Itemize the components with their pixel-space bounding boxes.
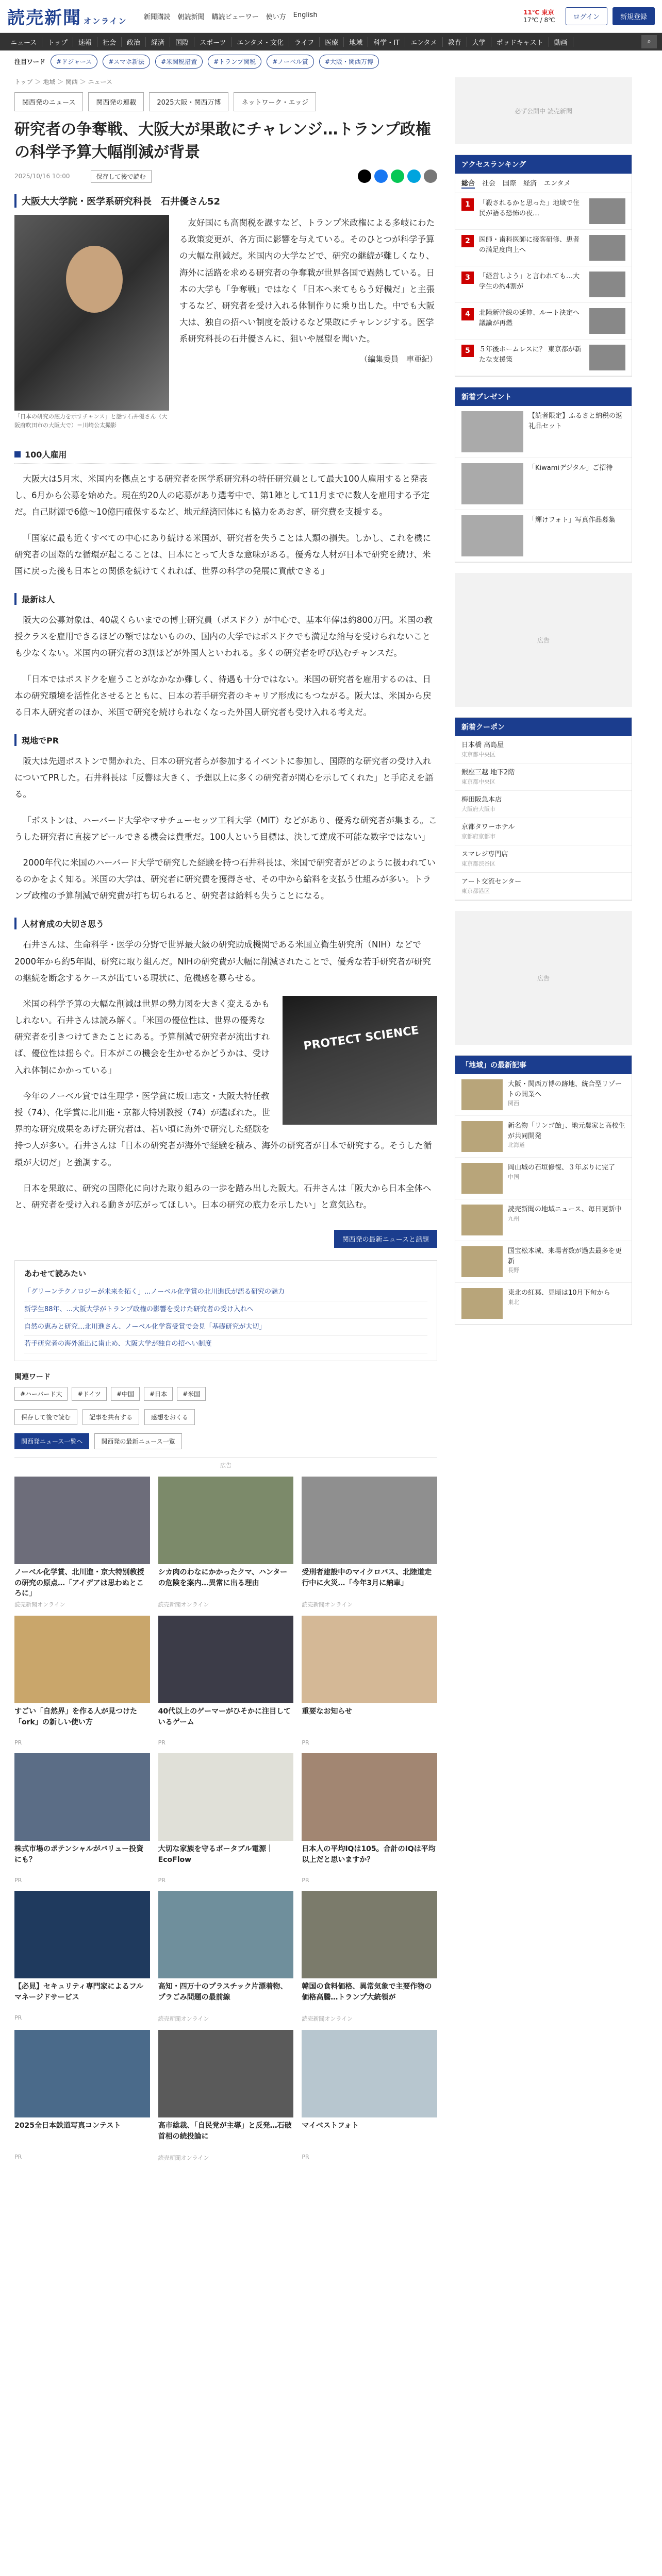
card-image (14, 1616, 150, 1703)
nav-item[interactable]: 政治 (122, 37, 146, 47)
card-image (158, 1477, 294, 1564)
login-button[interactable]: ログイン (566, 7, 607, 25)
keyword-chip[interactable]: #日本 (144, 1387, 173, 1401)
coupon-title: 新着クーポン (455, 718, 632, 736)
breadcrumb[interactable]: トップ ＞ 地域 ＞ 関西 ＞ ニュース (14, 78, 112, 86)
ad-slot[interactable]: 広告 (455, 573, 632, 707)
news-list-button[interactable]: 関西発ニュース一覧へ (14, 1433, 89, 1449)
section-heading: 人材育成の大切さ思う (14, 918, 437, 929)
trend-chip[interactable]: #ドジャース (51, 55, 97, 69)
feedback-button[interactable]: 感想をおくる (144, 1409, 195, 1425)
photo-caption: 「日本の研究の底力を示すチャンス」と話す石井優さん（大阪府吹田市の大阪大で）＝川崎公太撮影 (14, 413, 168, 429)
trend-chip[interactable]: #トランプ関税 (208, 55, 261, 69)
byline: （編集委員 車亜紀） (359, 354, 437, 364)
register-button[interactable]: 新規登録 (613, 7, 655, 25)
ranking-tab[interactable]: 総合 (461, 178, 475, 189)
ad-label: 広告 (14, 1458, 437, 1477)
regional-item[interactable]: 新名物「リンゴ飴」、地元農家と高校生が共同開発 北海道 (455, 1116, 632, 1158)
keyword-chip[interactable]: #ハーバード大 (14, 1387, 68, 1401)
recommend-card[interactable]: 40代以上のゲーマーがひそかに注目しているゲーム PR (158, 1616, 294, 1746)
ranking-thumb (589, 198, 625, 224)
regional-item[interactable]: 大阪・関西万博の跡地、統合型リゾートの開業へ 関西 (455, 1074, 632, 1116)
card-image (14, 1477, 150, 1564)
ranking-item[interactable]: 2 医師・歯科医師に接客研修、患者の満足度向上へ (455, 230, 632, 266)
present-image (461, 515, 523, 556)
ranking-title: アクセスランキング (455, 155, 632, 174)
nav-item[interactable]: 国際 (170, 37, 194, 47)
keyword-chip[interactable]: #米国 (177, 1387, 206, 1401)
article-paragraph: 阪大は先週ボストンで開かれた、日本の研究者らが参加するイベントに参加し、国際的な研究者の受け入れについてPRした。石井科長は「反響は大きく、予想以上に多くの研究者が関心を示してくれた」と手応えを語る。 (14, 756, 434, 800)
weather-range: 17℃ / 8℃ (523, 16, 555, 24)
nav-item[interactable]: スポーツ (194, 37, 231, 47)
section-heading: 最新は人 (14, 593, 437, 605)
nav-item[interactable]: 教育 (443, 37, 467, 47)
recommend-card[interactable]: 高市総裁、「自民党が主導」と反発…石破首相の続投論に 読売新聞オンライン (158, 2030, 294, 2162)
ranking-item[interactable]: 4 北陸新幹線の延伸、ルート決定へ議論が再燃 (455, 303, 632, 340)
card-image (302, 1891, 437, 1978)
link-share-icon[interactable] (424, 170, 437, 183)
category-tag[interactable]: 関西発のニュース (14, 92, 83, 111)
recommend-card[interactable]: ノーベル化学賞、北川進・京大特別教授の研究の原点…「アイデアは思わぬところに」 読売新聞オンライン (14, 1477, 150, 1608)
keyword-chip[interactable]: #ドイツ (72, 1387, 106, 1401)
card-image (158, 2030, 294, 2117)
category-tag[interactable]: ネットワーク・エッジ (234, 92, 316, 111)
protest-figure (283, 996, 437, 1125)
trend-label: 注目ワード (14, 58, 46, 65)
trend-chip[interactable]: #米関税措置 (155, 55, 203, 69)
regional-item[interactable]: 国宝松本城、来場者数が過去最多を更新 長野 (455, 1241, 632, 1283)
coupon-item[interactable]: 銀座三越 地下2階 東京都中央区 (455, 764, 632, 791)
rank-number: 4 (461, 308, 474, 320)
section-heading: 大阪大大学院・医学系研究科長 石井優さん52 (14, 194, 437, 208)
ranking-thumb (589, 345, 625, 370)
article-column (14, 72, 437, 2162)
card-image (302, 2030, 437, 2117)
ranking-tab[interactable]: 経済 (523, 180, 537, 188)
weather-temp: 11℃ 東京 (523, 9, 554, 16)
rank-number: 2 (461, 235, 474, 247)
recommend-card[interactable]: シカ肉のわなにかかったクマ、ハンターの危険を案内…異常に出る理由 読売新聞オンライン (158, 1477, 294, 1608)
nav-item[interactable]: 大学 (467, 37, 491, 47)
article-paragraph: 「国家に最も近くすべての中心にあり続ける米国が、研究者を失うことは人類の損失。しかし、これを機に研究者の国際的な循環が起こることは、日本にとって大きな意味がある。優秀な人材が日本で研究を続け、米国に戻った後も日本との関係を続けてくれれば、世界の科学の発展に貢献できる」 (14, 533, 432, 576)
trend-chip[interactable]: #スマホ新法 (103, 55, 150, 69)
nav-item[interactable]: ライフ (289, 37, 320, 47)
recommend-card[interactable]: マイベストフォト PR (302, 2030, 437, 2162)
related-link[interactable]: 自然の恵みと研究…北川進さん、ノーベル化学賞受賞で会見「基礎研究が大切」 (24, 1319, 427, 1336)
card-image (158, 1616, 294, 1703)
regional-item[interactable]: 東北の紅葉、見頃は10月下旬から 東北 (455, 1283, 632, 1325)
card-image (14, 2030, 150, 2117)
nav-item[interactable]: ニュース (5, 37, 42, 47)
presents-box (455, 387, 632, 563)
coupon-item[interactable]: アート交流センター 東京都港区 (455, 873, 632, 900)
recommend-card[interactable]: 受刑者建設中のマイクロバス、北陸道走行中に火災…「今年3月に納車」 読売新聞オンライン (302, 1477, 437, 1608)
promo-banner[interactable]: 必ず公開中 読売新聞 (455, 77, 632, 144)
coupon-box (455, 717, 632, 901)
recommend-grid (14, 1477, 437, 2162)
related-link[interactable]: 「グリーンテクノロジーが未来を拓く」...ノーベル化学賞の北川進氏が語る研究の魅力 (24, 1284, 427, 1301)
regional-item[interactable]: 岡山城の石垣修復、３年ぶりに完了 中国 (455, 1158, 632, 1199)
recommend-card[interactable]: 重要なお知らせ PR (302, 1616, 437, 1746)
subheading: 100人雇用 (14, 448, 437, 464)
ranking-thumb (589, 235, 625, 261)
recommend-card[interactable]: 高知・四万十のプラスチック片漂着物、プラごみ問題の最前線 読売新聞オンライン (158, 1891, 294, 2023)
nav-item[interactable]: 科学・IT (368, 37, 405, 47)
x-share-icon[interactable] (358, 170, 371, 183)
card-image (302, 1616, 437, 1703)
keyword-chip[interactable]: #中国 (111, 1387, 140, 1401)
access-ranking (455, 155, 632, 377)
article-date: 2025/10/16 10:00 (14, 173, 70, 180)
ranking-thumb (589, 272, 625, 297)
share-button[interactable]: 記事を共有する (82, 1409, 139, 1425)
present-image (461, 463, 523, 504)
nav-item[interactable]: 地域 (344, 37, 368, 47)
keywords-title: 関連ワード (14, 1373, 51, 1382)
recommend-card[interactable]: 株式市場のポテンシャルがバリュー投資にも？ PR (14, 1753, 150, 1884)
header-link[interactable]: 購読ビューワー (211, 13, 259, 21)
ranking-item[interactable]: 3 「経営しよう」と言われても…大学生の約4割が (455, 266, 632, 303)
regional-thumb (461, 1205, 503, 1235)
trend-chip[interactable]: #大阪・関西万博 (319, 55, 379, 69)
weather-widget[interactable] (523, 9, 555, 24)
site-logo[interactable]: 読売新聞 オンライン (7, 8, 127, 28)
card-image (302, 1477, 437, 1564)
recommend-card[interactable]: すごい「自然界」を作る人が見つけた「ork」の新しい使い方 PR (14, 1616, 150, 1746)
article-title: 研究者の争奪戦、大阪大が果敢にチャレンジ…トランプ政権の科学予算大幅削減が背景 (14, 121, 431, 161)
search-icon[interactable]: ⌕ (641, 35, 657, 48)
nav-item[interactable]: 経済 (146, 37, 170, 47)
global-nav (0, 33, 662, 50)
coupon-item[interactable]: スマレジ専門店 東京都渋谷区 (455, 845, 632, 873)
article-paragraph: 米国の科学予算の大幅な削減は世界の勢力図を大きく変えるかもしれない。石井さんは読み解く。「米国の優位性は、世界の優秀な研究者を引きつけてきたことにある。予算削減で研究者が流出すれば、優位性は揺らぐ。日本がこの機会を生かせるかどうかは、受け入れ体制にかかっている」 (14, 998, 270, 1075)
recommend-card[interactable]: 大切な家族を守るポータブル電源｜EcoFlow PR (158, 1753, 294, 1884)
article-paragraph: 大阪大は5月末、米国内を拠点とする研究者を医学系研究科の特任研究員として最大100人雇用すると発表し、6月から公募を始めた。現在約20人の応募があり選考中で、第1陣として11月までに数人を雇用する予定だ。自己財源で6億〜10億円確保するなど、地元経済団体にも協力をあおぎ、研究費を支援する。 (14, 474, 430, 517)
regional-thumb (461, 1288, 503, 1319)
rank-number: 5 (461, 345, 474, 357)
sidebar (455, 72, 632, 2162)
regional-thumb (461, 1246, 503, 1277)
latest-list-button[interactable]: 関西発の最新ニュース一覧 (94, 1433, 181, 1449)
article-paragraph: 友好国にも高関税を課すなど、トランプ米政権による多岐にわたる政策変更が、各方面に影響を与えている。そのひとつが科学予算の大幅な削減だ。米国内の大学などで、研究の継続が難しくなり、海外に活路を求める研究者の争奪戦が世界各国で過熱している。日本の大学も「争奪戦」ではなく「日本へ来てもらう好機だ」と主張するなど、研究者を受け入れる体制作りに乗り出した。中でも大阪大は、独自の招へい制度を設けるなど果敢にチャレンジする。医学系研究科長の石井優さんに、狙いや展望を聞いた。 (179, 218, 435, 344)
category-tag[interactable]: 関西発の連載 (88, 92, 144, 111)
nav-item[interactable]: エンタメ (405, 37, 442, 47)
recommend-card[interactable]: 韓国の食料価格、異常気象で主要作物の価格高騰…トランプ大統領が 読売新聞オンライン (302, 1891, 437, 2023)
ranking-item[interactable]: 5 ５年後ホームレスに？ 東京都が新たな支援策 (455, 340, 632, 376)
ranking-item[interactable]: 1 「殺されるかと思った」地域で住民が語る恐怖の夜… (455, 193, 632, 230)
save-button[interactable]: 保存して後で読む (14, 1409, 77, 1425)
card-image (14, 1891, 150, 1978)
header-link[interactable]: 新聞購読 (143, 13, 171, 21)
present-image (461, 411, 523, 452)
article-paragraph: 「日本ではポスドクを雇うことがなかなか難しく、待遇も十分ではない。米国の研究者を雇用するのは、日本の研究環境を活性化させるとともに、日本の若手研究者のキャリア形成にもつながる。阪大は、米国から戻る日本人研究者のほか、米国で研究を続けられなくなった外国人研究者も受け入れる考えだ。 (14, 674, 432, 717)
article-paragraph: 阪大の公募対象は、40歳くらいまでの博士研究員（ポスドク）が中心で、基本年俸は約800万円。米国の教授クラスを雇用できるほどの額ではないものの、国内の大学ではポスドクでも満足な給与を受けられないことも少なくない。米国内の研究者の3割ほどが外国人といわれる。多くの研究者を呼び込むチャンスだ。 (14, 615, 433, 658)
article-paragraph: 「ボストンは、ハーバード大学やマサチューセッツ工科大学（MIT）などがあり、優秀な研究者が集まる。こうした研究者に直接アピールできる機会は貴重だ。100人という目標は、決して達成不可能な数字ではない」 (14, 815, 437, 842)
square-bullet-icon (14, 451, 21, 457)
related-title: あわせて読みたい (24, 1269, 87, 1279)
article-paragraph: 石井さんは、生命科学・医学の分野で世界最大級の研究助成機関である米国立衛生研究所（NIH）などで2000年から約5年間、研究に取り組んだ。NIHの研究費が大幅に削減されたことで、優秀な若手研究者が研究の継続を断念するケースが出ている現状に、危機感を募らせる。 (14, 940, 431, 983)
ranking-tab[interactable]: 社会 (482, 180, 496, 188)
related-link[interactable]: 若手研究者の海外流出に歯止め、大阪大学が独自の招へい制度 (24, 1336, 427, 1353)
nav-item[interactable]: 動画 (549, 37, 573, 47)
nav-item[interactable]: ポッドキャスト (491, 37, 549, 47)
recommend-card[interactable]: 【必見】セキュリティ専門家によるフルマネージドサービス PR (14, 1891, 150, 2023)
article-paragraph: 2000年代に米国のハーバード大学で研究した経験を持つ石井科長は、米国で研究者がどのように扱われているのかをよく知る。米国の大学は、研究者に研究費を獲得させ、その中から給料を支払う仕組みが多い。トランプ政権の予算削減で研究費が打ち切られると、研究者は給料も失うことになる。 (14, 857, 436, 901)
trend-chip[interactable]: #ノーベル賞 (267, 55, 314, 69)
related-link[interactable]: 新学生88年、...大阪大学がトランプ政権の影響を受けた研究者の受け入れへ (24, 1301, 427, 1319)
coupon-item[interactable]: 日本橋 高島屋 東京都中央区 (455, 736, 632, 764)
trend-bar (0, 50, 662, 72)
protest-photo[interactable] (283, 996, 437, 1125)
regional-thumb (461, 1079, 503, 1110)
recommend-card[interactable]: 日本人の平均IQは105。合計のIQは平均以上だと思いますか？ PR (302, 1753, 437, 1884)
portrait-figure (14, 215, 169, 430)
section-heading: 現地でPR (14, 734, 437, 746)
article-paragraph: 今年のノーベル賞では生理学・医学賞に坂口志文・大阪大特任教授（74）、化学賞に北川進・京都大特別教授（74）が選ばれた。世界的な研究成果をあげた研究者は、若い頃に海外で研究した経験を持つ人が多い。石井さんは「日本の研究者が海外で経験を積み、海外の研究者が日本で研究する。そうした循環が大切だ」と強調する。 (14, 1091, 432, 1167)
facebook-share-icon[interactable] (374, 170, 388, 183)
regional-title: 「地域」の最新記事 (455, 1056, 632, 1074)
present-item[interactable]: 【読者限定】ふるさと納税の返礼品セット (455, 406, 632, 458)
coupon-item[interactable]: 京都タワーホテル 京都府京都市 (455, 818, 632, 845)
nav-item[interactable]: エンタメ・文化 (232, 37, 289, 47)
card-image (14, 1753, 150, 1841)
header-link[interactable]: English (293, 11, 318, 19)
category-tag[interactable]: 2025大阪・関西万博 (149, 92, 228, 111)
present-item[interactable]: 「輝けフォト」写真作品募集 (455, 510, 632, 562)
rank-number: 1 (461, 198, 474, 211)
save-later-button[interactable]: 保存して後で読む (91, 170, 152, 183)
header-link[interactable]: 朝読新聞 (177, 13, 205, 21)
regional-thumb (461, 1163, 503, 1194)
ranking-thumb (589, 308, 625, 334)
portrait-photo[interactable] (14, 215, 169, 411)
regional-news (455, 1055, 632, 1325)
ranking-tab[interactable]: 国際 (503, 180, 517, 188)
nav-item[interactable]: トップ (42, 37, 73, 47)
related-articles (14, 1260, 437, 1361)
protest-sign-text: PROTECT SCIENCE (303, 1024, 420, 1053)
coupon-item[interactable]: 梅田阪急本店 大阪府大阪市 (455, 791, 632, 818)
hatena-share-icon[interactable] (407, 170, 421, 183)
ad-slot[interactable]: 広告 (455, 911, 632, 1045)
more-news-button[interactable]: 関西発の最新ニュースと話題 (334, 1230, 437, 1248)
card-image (158, 1753, 294, 1841)
nav-item[interactable]: 速報 (73, 37, 97, 47)
presents-title: 新着プレゼント (455, 387, 632, 406)
header-link[interactable]: 使い方 (266, 13, 286, 21)
site-header (0, 0, 662, 33)
card-image (302, 1753, 437, 1841)
nav-item[interactable]: 医療 (320, 37, 344, 47)
rank-number: 3 (461, 272, 474, 284)
card-image (158, 1891, 294, 1978)
article-paragraph: 日本を果敢に、研究の国際化に向けた取り組みの一歩を踏み出した阪大。石井さんは「阪大から日本全体へと、研究者を受け入れる動きが広がってほしい。日本の研究の底力を示したい」と意気込む。 (14, 1183, 432, 1210)
ranking-tab[interactable]: エンタメ (544, 180, 571, 188)
recommend-card[interactable]: 2025全日本鉄道写真コンテスト PR (14, 2030, 150, 2162)
regional-item[interactable]: 読売新聞の地域ニュース、毎日更新中 九州 (455, 1199, 632, 1241)
present-item[interactable]: 「Kiwamiデジタル」ご招待 (455, 458, 632, 510)
line-share-icon[interactable] (391, 170, 404, 183)
nav-item[interactable]: 社会 (97, 37, 122, 47)
regional-thumb (461, 1121, 503, 1152)
